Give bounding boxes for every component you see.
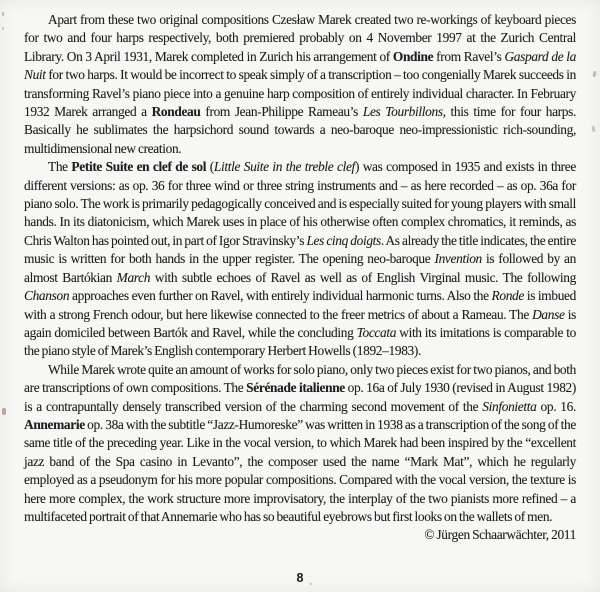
text-run: Ronde bbox=[491, 288, 524, 304]
text-run: with subtle echoes of Ravel as well as of English Virginal music. The following bbox=[150, 269, 576, 285]
text-run: from Jean-Philippe Rameau’s bbox=[200, 104, 363, 120]
text-run: Petite Suite en clef de sol bbox=[71, 159, 207, 175]
scan-artifact bbox=[591, 126, 595, 132]
text-run: . As already the title indicates, the entire music is written for both hands in the upper register. The opening neo-baroque bbox=[24, 232, 576, 267]
text-run: op. 16a of July 1930 (revised in August 1982) is a contrapuntally densely transcribed version of the charming second movement of the bbox=[24, 380, 576, 414]
scan-artifact bbox=[2, 12, 4, 16]
text-run: Chanson bbox=[24, 288, 70, 304]
text-run: Little Suite in the treble clef bbox=[213, 159, 355, 175]
copyright-credit: © Jürgen Schaarwächter, 2011 bbox=[424, 527, 576, 543]
text-run: Sinfonietta bbox=[482, 398, 537, 414]
text-run: is again domiciled between Bartók and Ravel, while the concluding bbox=[24, 306, 576, 340]
text-run: for two harps. It would be incorrect to speak simply of a transcription – too congenially Marek succeeds in transforming Ravel’s piano piece into a genuine harp composition of entirely individual character. In February 1932 Marek arranged a bbox=[24, 67, 576, 120]
text-run: ) was composed in 1935 and exists in three different versions: as op. 36 for three wind or three string instruments and – as here recorded – as op. 36a for piano solo. The work is primarily pedagogically conceived and is especially suited for young players with small hands. In its diatonicism, which Marek uses in place of his otherwise often complex chromatics, it reminds, as Chris Walton has pointed out, in part of Igor Stravinsky’s bbox=[24, 159, 576, 248]
text-run: March bbox=[116, 269, 151, 285]
text-run: Sérénade italienne bbox=[246, 380, 345, 396]
text-run: Apart from these two original compositions Czesław Marek created two re-workings of keyboard pieces for two and four harps respectively, both premiered probably on 4 November 1997 at the Zurich Central Library. On 3 April 1931, Marek completed in Zurich his arrangement of bbox=[24, 12, 576, 64]
text-run: from Ravel’s bbox=[433, 48, 505, 64]
text-run: Invention bbox=[434, 251, 482, 267]
text-run: Toccata bbox=[356, 324, 397, 340]
page-number: 8 bbox=[296, 571, 304, 585]
paragraph-1 bbox=[24, 11, 576, 158]
text-run: The bbox=[48, 159, 72, 175]
text-run: Annemarie bbox=[24, 416, 85, 432]
text-run: Les cinq doigts bbox=[306, 232, 381, 248]
text-run: approaches even further on Ravel, with entirely individual harmonic turns. Also the bbox=[69, 288, 492, 304]
text-run: ( bbox=[206, 159, 214, 175]
text-run: While Marek wrote quite an amount of works for solo piano, only two pieces exist for two pianos, and both are transcriptions of own compositions. The bbox=[24, 361, 576, 396]
scan-artifact bbox=[2, 408, 6, 415]
text-run: is imbued with a strong French odour, but here likewise connected to the freer metrics of about a Rameau. The bbox=[24, 288, 576, 322]
text-run: , this time for four harps. Basically he sublimates the harpsichord sound towards a neo-baroque neo-impressionistic rich-sounding, multidimensional new creation. bbox=[24, 104, 576, 156]
text-run: Ondine bbox=[392, 48, 434, 64]
text-run: Les Tourbillons bbox=[362, 104, 443, 120]
text-run: op. 38a with the subtitle “Jazz-Humoreske” was written in 1938 as a transcription of the song of the same title of the preceding year. Like in the vocal version, to which Marek had been inspired by the “excellent jazz band of the Spa casino in Levanto”, the composer used the name “Mark Mat”, which he regularly employed as a pseudonym for his more popular compositions. Compared with the vocal version, the texture is here more complex, the work structure more improvisatory, the interplay of the two pianists more refined – a multifaceted portrait of that Annemarie who has so beautiful eyebrows but first looks on the wallets of men. bbox=[24, 416, 576, 524]
text-run: op. 16. bbox=[536, 398, 576, 414]
paragraph-3 bbox=[24, 361, 576, 543]
text-run: Rondeau bbox=[151, 104, 201, 120]
text-run: is followed by an almost Bartókian bbox=[24, 251, 576, 285]
scan-artifact bbox=[592, 71, 596, 78]
text-run: Danse bbox=[532, 306, 565, 322]
scan-artifact bbox=[2, 27, 4, 30]
body-text bbox=[24, 11, 576, 543]
paragraph-2 bbox=[24, 158, 576, 360]
text-run: Gaspard de la Nuit bbox=[24, 48, 576, 83]
text-run: with its imitations is comparable to the piano style of Marek’s English contemporary Herbert Howells (1892–1983). bbox=[24, 324, 576, 359]
